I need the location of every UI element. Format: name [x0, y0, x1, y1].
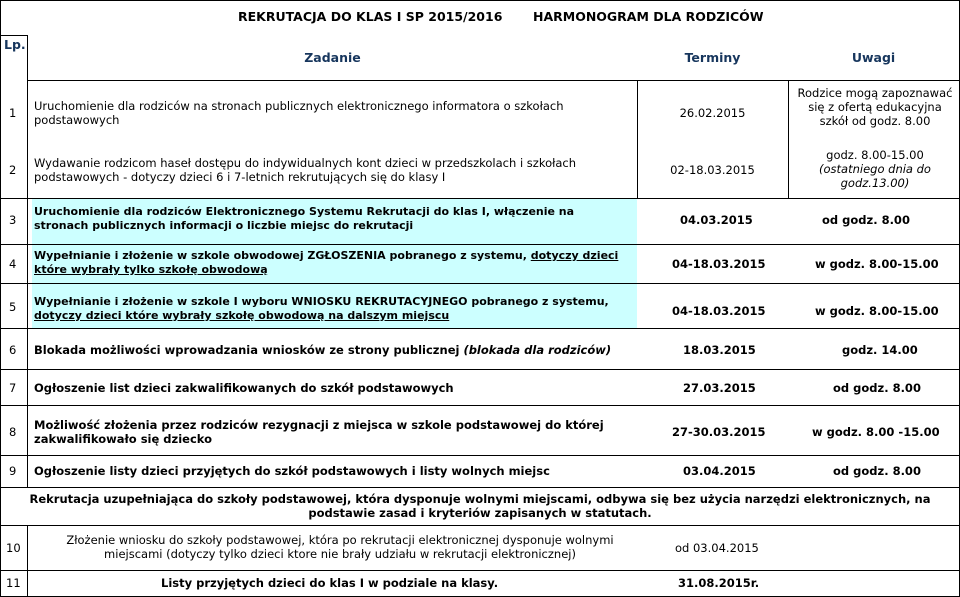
- row-2-date: 02-18.03.2015: [670, 163, 755, 177]
- row-3-date: 04.03.2015: [680, 213, 753, 227]
- row-8-date: 27-30.03.2015: [672, 425, 766, 439]
- row-2-note-line1: godz. 8.00-15.00: [826, 148, 924, 162]
- row-9-date: 03.04.2015: [683, 464, 756, 478]
- row-6-date: 18.03.2015: [683, 343, 756, 357]
- row-6-lp: 6: [9, 343, 17, 357]
- row-2-lp: 2: [9, 163, 17, 177]
- row-10-date: od 03.04.2015: [675, 541, 759, 555]
- row-7-task: Ogłoszenie list dzieci zakwalifikowanych do szkół podstawowych: [34, 381, 454, 395]
- row-7-lp: 7: [9, 381, 17, 395]
- row-1-note: Rodzice mogą zapoznawać się z ofertą edukacyjna szkół od godz. 8.00: [797, 86, 953, 128]
- row-1-lp: 1: [9, 106, 17, 120]
- column-header-notes: Uwagi: [851, 50, 896, 65]
- row-4-note: w godz. 8.00-15.00: [815, 257, 939, 271]
- row-9-lp: 9: [9, 464, 17, 478]
- row-9-task: Ogłoszenie listy dzieci przyjętych do szkół podstawowych i listy wolnych miejsc: [34, 464, 550, 478]
- row-6-note: godz. 14.00: [842, 343, 918, 357]
- row-2-note-line2: (ostatniego dnia do godz.13.00): [819, 162, 931, 190]
- row-4-task: Wypełnianie i złożenie w szkole obwodowej ZGŁOSZENIA pobranego z systemu, dotyczy dzieci które wybrały tylko szkołę obwodową: [34, 249, 619, 276]
- row-6-task: Blokada możliwości wprowadzania wniosków ze strony publicznej (blokada dla rodziców): [34, 343, 612, 357]
- supplementary-heading: Rekrutacja uzupełniająca do szkoły podstawowej, która dysponuje wolnymi miejscami, odbywa się bez użycia narzędzi elektronicznych, na podstawie zasad i kryteriów zapisanych w statutach.: [29, 492, 931, 520]
- row-11-date: 31.08.2015r.: [678, 576, 760, 590]
- column-header-lp: Lp.: [4, 37, 26, 52]
- document-title: REKRUTACJA DO KLAS I SP 2015/2016: [238, 9, 503, 24]
- column-header-dates: Terminy: [684, 50, 741, 65]
- row-11-task: Listy przyjętych dzieci do klas I w podziale na klasy.: [161, 576, 499, 590]
- row-3-task: Uruchomienie dla rodziców Elektronicznego Systemu Rekrutacji do klas I, włączenie na stronach publicznych informacji o liczbie miejsc do rekrutacji: [34, 205, 575, 232]
- row-1-date: 26.02.2015: [679, 106, 746, 120]
- row-3-note: od godz. 8.00: [822, 213, 910, 227]
- row-7-date: 27.03.2015: [683, 381, 756, 395]
- row-10-lp: 10: [6, 541, 21, 555]
- row-1-task: Uruchomienie dla rodziców na stronach publicznych elektronicznego informatora o szkołach podstawowych: [34, 99, 564, 127]
- row-8-lp: 8: [9, 425, 17, 439]
- row-7-note: od godz. 8.00: [833, 381, 921, 395]
- column-header-task: Zadanie: [304, 50, 361, 65]
- row-2-task: Wydawanie rodzicom haseł dostępu do indywidualnych kont dzieci w przedszkolach i szkołach podstawowych - dotyczy dzieci 6 i 7-letnich rekrutujących się do klasy I: [34, 156, 577, 184]
- row-5-note: w godz. 8.00-15.00: [815, 304, 939, 318]
- document-subtitle: HARMONOGRAM DLA RODZICÓW: [533, 9, 764, 24]
- row-5-task: Wypełnianie i złożenie w szkole I wyboru WNIOSKU REKRUTACYJNEGO pobranego z systemu, dotyczy dzieci które wybrały szkołę obwodową na dalszym miejscu: [34, 295, 609, 322]
- row-4-date: 04-18.03.2015: [672, 257, 766, 271]
- row-3-lp: 3: [9, 213, 17, 227]
- row-5-date: 04-18.03.2015: [672, 304, 766, 318]
- row-9-note: od godz. 8.00: [833, 464, 921, 478]
- row-8-note: w godz. 8.00 -15.00: [812, 425, 940, 439]
- row-4-lp: 4: [9, 257, 17, 271]
- row-8-task: Możliwość złożenia przez rodziców rezygnacji z miejsca w szkole podstawowej do której zakwalifikowało się dziecko: [34, 418, 604, 446]
- row-11-lp: 11: [6, 576, 21, 590]
- row-5-lp: 5: [9, 300, 17, 314]
- row-10-task: Złożenie wniosku do szkoły podstawowej, która po rekrutacji elektronicznej dysponuje wolnymi miejscami (dotyczy tylko dzieci ktore nie brały udziału w rekrutacji elektronicznej): [66, 533, 614, 561]
